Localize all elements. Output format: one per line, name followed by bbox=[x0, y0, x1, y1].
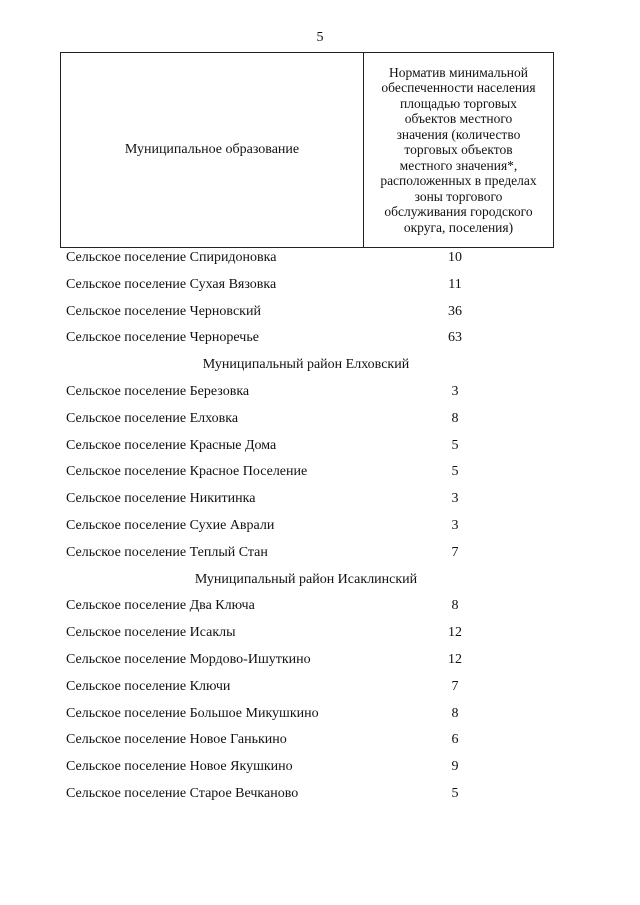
norm-value: 6 bbox=[451, 732, 459, 748]
table-row bbox=[0, 250, 640, 277]
column-header-norm-text bbox=[380, 65, 536, 236]
settlement-name: Сельское поселение Мордово-Ишуткино bbox=[66, 651, 311, 667]
table-row bbox=[0, 786, 640, 813]
norm-value: 5 bbox=[451, 437, 459, 453]
norm-value: 5 bbox=[451, 785, 459, 801]
norm-value: 7 bbox=[451, 544, 459, 560]
table-row bbox=[0, 679, 640, 706]
table-header bbox=[60, 52, 554, 248]
table-row bbox=[0, 545, 640, 572]
settlement-name: Сельское поселение Теплый Стан bbox=[66, 544, 268, 560]
settlement-name: Сельское поселение Сухая Вязовка bbox=[66, 276, 277, 292]
section-title: Муниципальный район Елховский bbox=[202, 357, 410, 373]
column-header-norm-line: расположенных в пределах bbox=[380, 173, 537, 189]
settlement-name: Сельское поселение Красные Дома bbox=[66, 437, 277, 453]
table-row bbox=[0, 491, 640, 518]
norm-value: 11 bbox=[448, 276, 462, 292]
settlement-name: Сельское поселение Новое Якушкино bbox=[66, 759, 293, 775]
settlement-name: Сельское поселение Красное Поселение bbox=[66, 464, 308, 480]
norm-value: 36 bbox=[448, 303, 462, 319]
section-heading-row bbox=[0, 357, 640, 384]
table-row bbox=[0, 304, 640, 331]
norm-value: 12 bbox=[448, 651, 462, 667]
norm-value: 7 bbox=[451, 678, 459, 694]
norm-value: 3 bbox=[451, 383, 459, 399]
norm-value: 10 bbox=[448, 250, 462, 265]
column-header-norm-line: торговых объектов bbox=[404, 142, 513, 158]
norm-value: 5 bbox=[451, 464, 459, 480]
settlement-name: Сельское поселение Два Ключа bbox=[66, 598, 255, 614]
column-header-norm-line: площадью торговых bbox=[400, 95, 517, 111]
settlement-name: Сельское поселение Старое Вечканово bbox=[66, 785, 299, 801]
norm-value: 63 bbox=[448, 330, 462, 346]
table-row bbox=[0, 330, 640, 357]
column-header-norm-line: местного значения*, bbox=[399, 157, 518, 173]
table-row bbox=[0, 411, 640, 438]
table-row bbox=[0, 625, 640, 652]
table-body bbox=[0, 250, 640, 813]
settlement-name: Сельское поселение Большое Микушкино bbox=[66, 705, 319, 721]
settlement-name: Сельское поселение Березовка bbox=[66, 383, 250, 399]
norm-value: 9 bbox=[451, 759, 459, 775]
settlement-name: Сельское поселение Ключи bbox=[66, 678, 231, 694]
settlement-name: Сельское поселение Черновский bbox=[66, 303, 261, 319]
page-number: 5 bbox=[316, 30, 324, 45]
table-row bbox=[0, 652, 640, 679]
column-header-norm-line: обеспеченности населения bbox=[381, 80, 536, 96]
section-heading-row bbox=[0, 572, 640, 599]
column-header-norm-line: округа, поселения) bbox=[403, 219, 514, 235]
norm-value: 8 bbox=[451, 598, 459, 614]
table-row bbox=[0, 732, 640, 759]
table-row bbox=[0, 277, 640, 304]
column-header-norm bbox=[364, 53, 553, 247]
settlement-name: Сельское поселение Исаклы bbox=[66, 625, 236, 641]
section-title: Муниципальный район Исаклинский bbox=[194, 571, 418, 587]
column-header-municipality: Муниципальное образование bbox=[61, 53, 364, 247]
column-header-norm-line: зоны торгового bbox=[414, 188, 503, 204]
column-header-norm-line: Норматив минимальной bbox=[389, 64, 528, 80]
settlement-name: Сельское поселение Сухие Аврали bbox=[66, 517, 275, 533]
norm-value: 8 bbox=[451, 410, 459, 426]
settlement-name: Сельское поселение Черноречье bbox=[66, 330, 259, 346]
table-row bbox=[0, 759, 640, 786]
table-row bbox=[0, 464, 640, 491]
table-row bbox=[0, 438, 640, 465]
settlement-name: Сельское поселение Елховка bbox=[66, 410, 239, 426]
column-header-norm-line: значения (количество bbox=[396, 126, 521, 142]
settlement-name: Сельское поселение Никитинка bbox=[66, 491, 256, 507]
table-row bbox=[0, 518, 640, 545]
table-row bbox=[0, 706, 640, 733]
table-row bbox=[0, 384, 640, 411]
norm-value: 3 bbox=[451, 491, 459, 507]
column-header-norm-line: обслуживания городского bbox=[384, 204, 533, 220]
table-row bbox=[0, 598, 640, 625]
norm-value: 3 bbox=[451, 517, 459, 533]
norm-value: 8 bbox=[451, 705, 459, 721]
column-header-norm-line: объектов местного bbox=[404, 111, 513, 127]
settlement-name: Сельское поселение Спиридоновка bbox=[66, 250, 277, 265]
settlement-name: Сельское поселение Новое Ганькино bbox=[66, 732, 287, 748]
norm-value: 12 bbox=[448, 625, 462, 641]
